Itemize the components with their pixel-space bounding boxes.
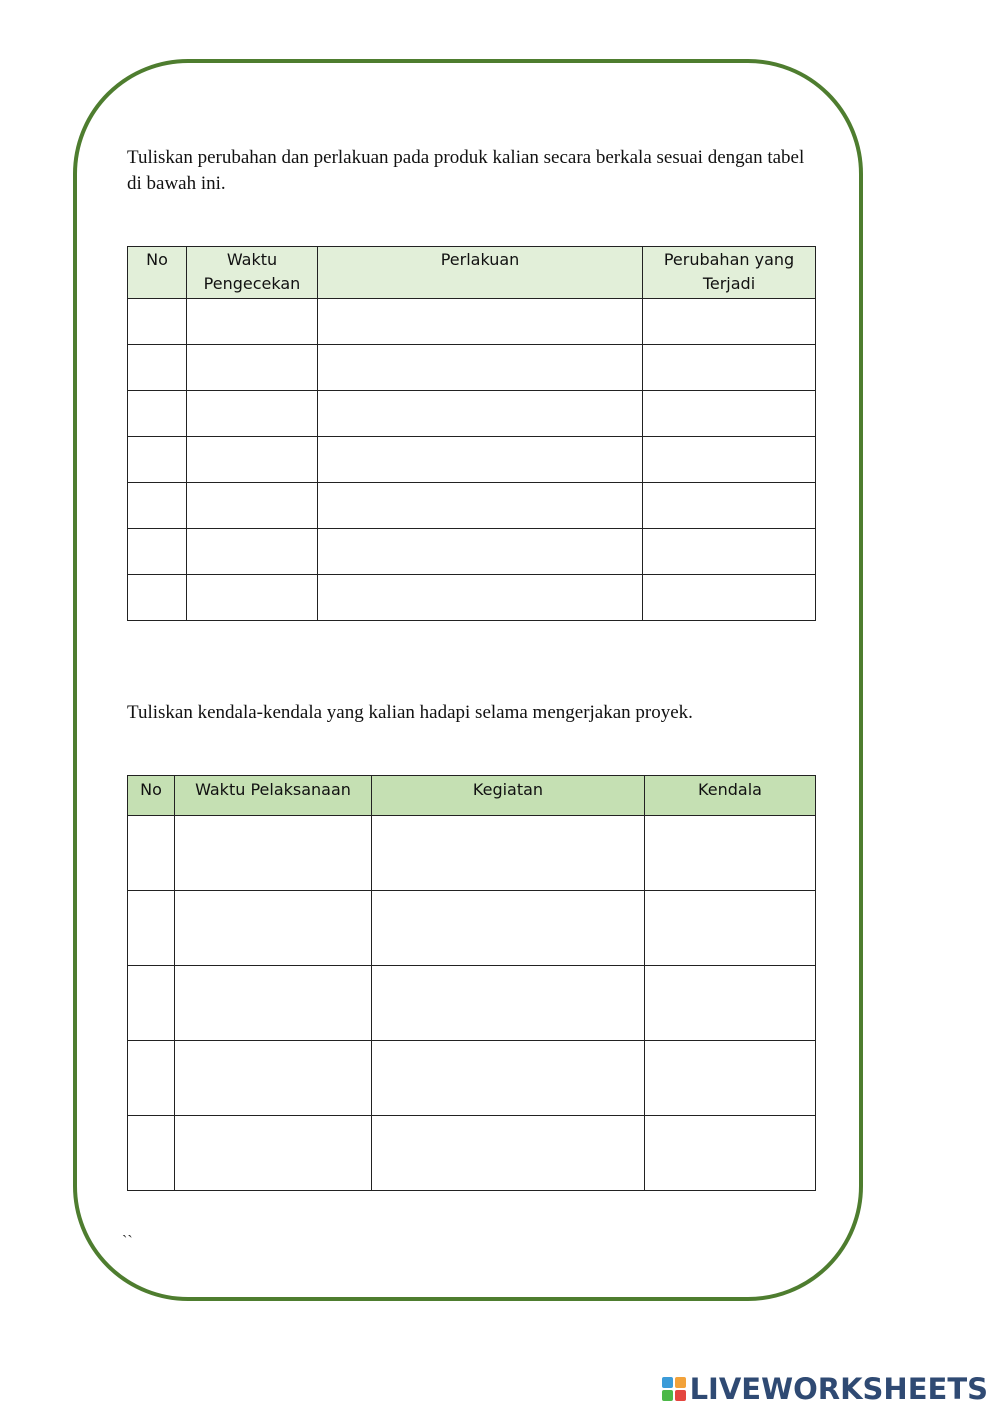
table-cell[interactable] xyxy=(643,391,816,437)
table-row xyxy=(128,345,816,391)
table-cell[interactable] xyxy=(318,345,643,391)
table-row xyxy=(128,483,816,529)
table-cell[interactable] xyxy=(128,891,175,966)
table-cell[interactable] xyxy=(645,966,816,1041)
table-cell[interactable] xyxy=(643,483,816,529)
table-cell[interactable] xyxy=(128,299,187,345)
table-cell[interactable] xyxy=(187,483,318,529)
header-no: No xyxy=(128,776,175,816)
table-row xyxy=(128,1116,816,1191)
table-cell[interactable] xyxy=(643,529,816,575)
table-cell[interactable] xyxy=(372,816,645,891)
table-cell[interactable] xyxy=(187,299,318,345)
header-waktu-pengecekan: Waktu Pengecekan xyxy=(187,247,318,299)
table-row xyxy=(128,1041,816,1116)
table-cell[interactable] xyxy=(643,575,816,621)
header-kegiatan: Kegiatan xyxy=(372,776,645,816)
table-cell[interactable] xyxy=(643,345,816,391)
stray-backticks: `` xyxy=(122,1233,133,1250)
table-cell[interactable] xyxy=(318,575,643,621)
table-cell[interactable] xyxy=(645,1041,816,1116)
header-no: No xyxy=(128,247,187,299)
table-cell[interactable] xyxy=(128,966,175,1041)
table-cell[interactable] xyxy=(187,391,318,437)
table-cell[interactable] xyxy=(128,483,187,529)
table-row xyxy=(128,966,816,1041)
table-obstacles xyxy=(127,775,816,1191)
brand-name: LIVEWORKSHEETS xyxy=(689,1372,988,1406)
table-cell[interactable] xyxy=(318,299,643,345)
header-waktu-pelaksanaan: Waktu Pelaksanaan xyxy=(175,776,372,816)
table-cell[interactable] xyxy=(318,483,643,529)
header-kendala: Kendala xyxy=(645,776,816,816)
header-perubahan: Perubahan yang Terjadi xyxy=(643,247,816,299)
table-cell[interactable] xyxy=(643,299,816,345)
instruction-text-changes: Tuliskan perubahan dan perlakuan pada produk kalian secara berkala sesuai dengan tabel di bawah ini. xyxy=(127,147,805,194)
table-cell[interactable] xyxy=(372,1041,645,1116)
table-cell[interactable] xyxy=(372,966,645,1041)
table-row xyxy=(128,391,816,437)
table-cell[interactable] xyxy=(645,816,816,891)
table-header-row xyxy=(128,776,816,816)
table-cell[interactable] xyxy=(645,891,816,966)
table-cell[interactable] xyxy=(128,391,187,437)
table-cell[interactable] xyxy=(645,1116,816,1191)
table-cell[interactable] xyxy=(128,345,187,391)
table-cell[interactable] xyxy=(175,1116,372,1191)
liveworksheets-logo-icon xyxy=(662,1377,686,1401)
table-changes-treatment xyxy=(127,246,816,621)
table-cell[interactable] xyxy=(318,437,643,483)
table-cell[interactable] xyxy=(128,1041,175,1116)
table-row xyxy=(128,529,816,575)
table-cell[interactable] xyxy=(128,529,187,575)
table-cell[interactable] xyxy=(318,529,643,575)
table-row xyxy=(128,437,816,483)
table-cell[interactable] xyxy=(175,816,372,891)
header-perlakuan: Perlakuan xyxy=(318,247,643,299)
table-cell[interactable] xyxy=(128,575,187,621)
table-cell[interactable] xyxy=(128,1116,175,1191)
table-row xyxy=(128,816,816,891)
table-cell[interactable] xyxy=(318,391,643,437)
table-cell[interactable] xyxy=(187,437,318,483)
table-cell[interactable] xyxy=(128,816,175,891)
table-cell[interactable] xyxy=(128,437,187,483)
instruction-text-obstacles: Tuliskan kendala-kendala yang kalian hadapi selama mengerjakan proyek. xyxy=(127,702,693,723)
table-row xyxy=(128,891,816,966)
table-header-row xyxy=(128,247,816,299)
table-row xyxy=(128,299,816,345)
table-cell[interactable] xyxy=(187,345,318,391)
table-cell[interactable] xyxy=(175,891,372,966)
table-cell[interactable] xyxy=(643,437,816,483)
table-cell[interactable] xyxy=(372,891,645,966)
table-cell[interactable] xyxy=(175,966,372,1041)
table-cell[interactable] xyxy=(175,1041,372,1116)
table-cell[interactable] xyxy=(187,575,318,621)
table-cell[interactable] xyxy=(187,529,318,575)
table-cell[interactable] xyxy=(372,1116,645,1191)
liveworksheets-brand[interactable] xyxy=(662,1373,988,1405)
table-row xyxy=(128,575,816,621)
